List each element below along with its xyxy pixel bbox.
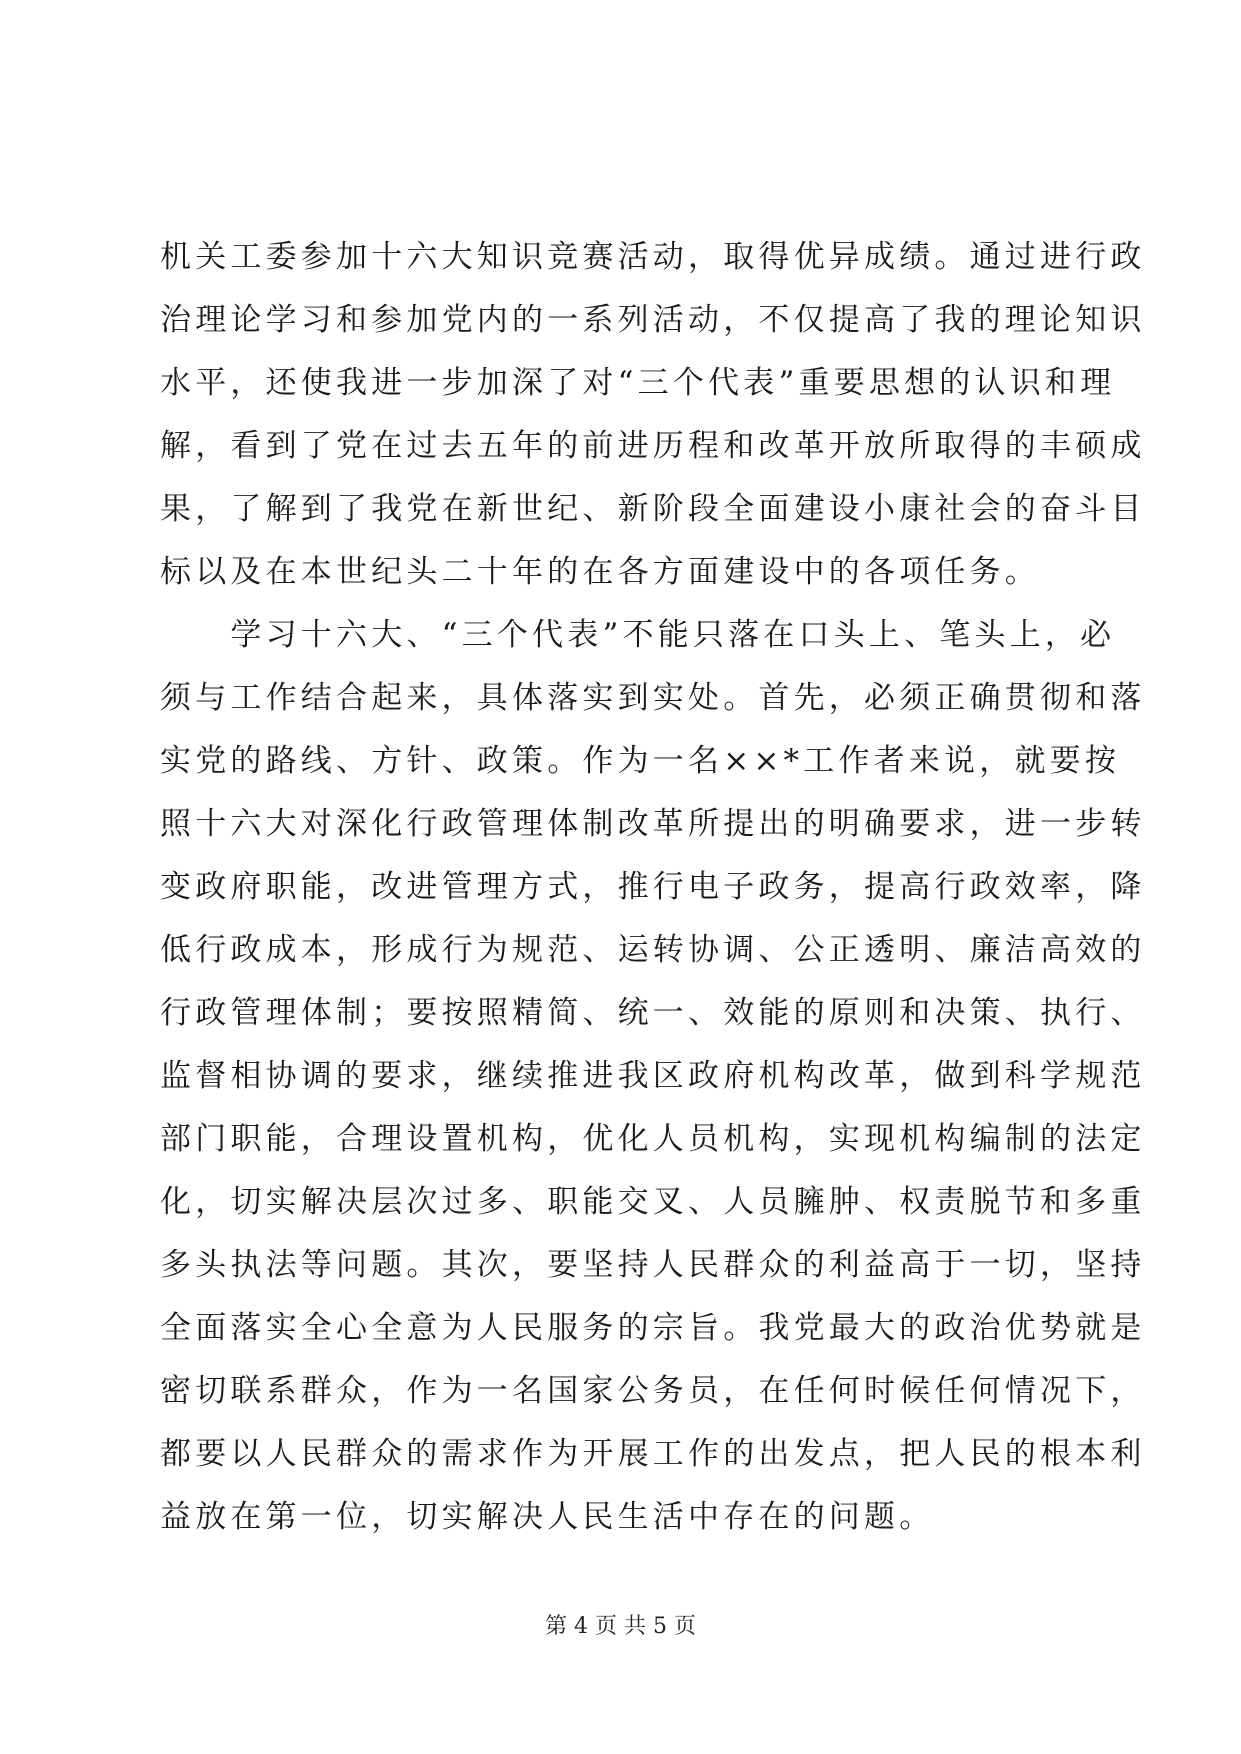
- text-line: 化，切实解决层次过多、职能交叉、人员臃肿、权责脱节和多重: [160, 1184, 1146, 1220]
- body-text: [160, 226, 1146, 1549]
- text-line: 标以及在本世纪头二十年的在各方面建设中的各项任务。: [160, 554, 1040, 590]
- text-line: 变政府职能，改进管理方式，推行电子政务，提高行政效率，降: [160, 869, 1146, 905]
- text-line: 须与工作结合起来，具体落实到实处。首先，必须正确贯彻和落: [160, 680, 1146, 716]
- text-line: 都要以人民群众的需求作为开展工作的出发点，把人民的根本利: [160, 1436, 1146, 1472]
- text-line: 解，看到了党在过去五年的前进历程和改革开放所取得的丰硕成: [160, 428, 1146, 464]
- text-line: 全面落实全心全意为人民服务的宗旨。我党最大的政治优势就是: [160, 1310, 1146, 1346]
- text-line: 益放在第一位，切实解决人民生活中存在的问题。: [160, 1499, 935, 1535]
- text-line: 低行政成本，形成行为规范、运转协调、公正透明、廉洁高效的: [160, 932, 1146, 968]
- text-line: 学习十六大、“三个代表”不能只落在口头上、笔头上，必: [160, 617, 1116, 653]
- page-number-footer: 第 4 页 共 5 页: [545, 1614, 696, 1639]
- text-line: 机关工委参加十六大知识竞赛活动，取得优异成绩。通过进行政: [160, 239, 1146, 275]
- text-line: 水平，还使我进一步加深了对“三个代表”重要思想的认识和理: [160, 365, 1116, 401]
- text-line: 治理论学习和参加党内的一系列活动，不仅提高了我的理论知识: [160, 302, 1146, 338]
- text-line: 密切联系群众，作为一名国家公务员，在任何时候任何情况下，: [160, 1373, 1146, 1409]
- text-line: 监督相协调的要求，继续推进我区政府机构改革，做到科学规范: [160, 1058, 1146, 1094]
- text-line: 果，了解到了我党在新世纪、新阶段全面建设小康社会的奋斗目: [160, 491, 1146, 527]
- text-line: 照十六大对深化行政管理体制改革所提出的明确要求，进一步转: [160, 806, 1146, 842]
- text-line: 部门职能，合理设置机构，优化人员机构，实现机构编制的法定: [160, 1121, 1146, 1157]
- text-line: 实党的路线、方针、政策。作为一名××*工作者来说，就要按: [160, 743, 1121, 779]
- text-line: 多头执法等问题。其次，要坚持人民群众的利益高于一切，坚持: [160, 1247, 1146, 1283]
- text-line: 行政管理体制；要按照精简、统一、效能的原则和决策、执行、: [160, 995, 1146, 1031]
